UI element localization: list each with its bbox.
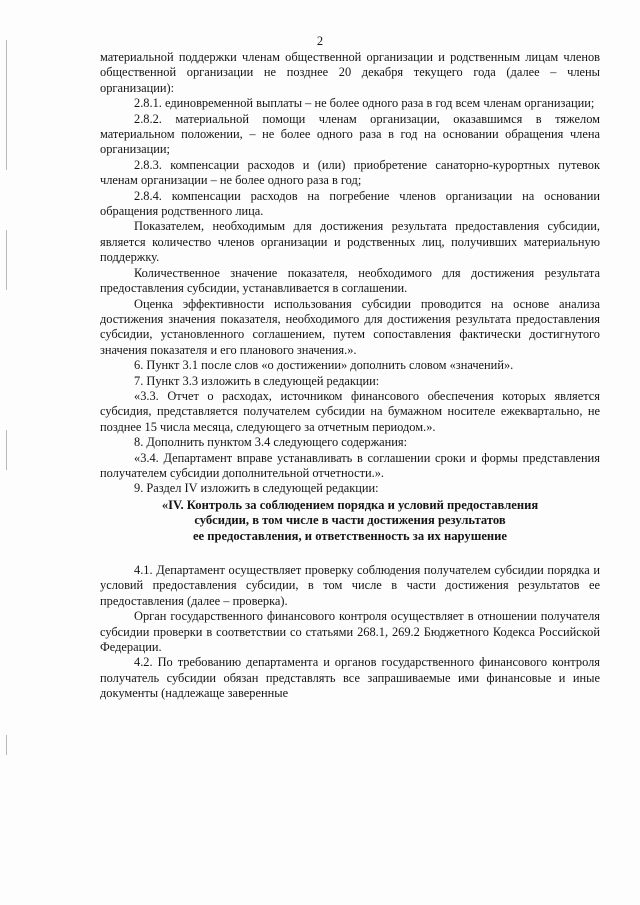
- paragraph: 8. Дополнить пунктом 3.4 следующего содержания:: [134, 435, 408, 450]
- paragraph: материальной поддержки членам общественной организации и родственным лицам членов общественной организации не позднее 20 декабря текущего года (далее – члены организации):: [100, 50, 600, 95]
- page-number: 2: [316, 34, 324, 48]
- scan-margin-marks: [6, 0, 10, 905]
- paragraph: 2.8.4. компенсации расходов на погребение членов организации на основании обращения родственного лица.: [100, 188, 600, 219]
- paragraph: Показателем, необходимым для достижения результата предоставления субсидии, является количество членов организации и родственных лиц, получивших материальную поддержку.: [100, 219, 600, 265]
- section-heading-line: ее предоставления, и ответственность за их нарушение: [192, 528, 508, 543]
- paragraph: 6. Пункт 3.1 после слов «о достижении» дополнить словом «значений».: [134, 358, 514, 373]
- spacer: [100, 544, 600, 563]
- section-heading-line: «IV. Контроль за соблюдением порядка и условий предоставления: [161, 497, 539, 512]
- paragraph: 4.1. Департамент осуществляет проверку соблюдения получателем субсидии порядка и условий предоставления субсидии, в том числе в части достижения результатов ее предоставления (далее – проверка).: [100, 563, 600, 608]
- section-heading-line: субсидии, в том числе в части достижения результатов: [194, 513, 506, 528]
- paragraph: Орган государственного финансового контроля осуществляет в отношении получателя субсидии проверки в соответствии со статьями 268.1, 269.2 Бюджетного Кодекса Российской Федерации.: [100, 609, 600, 655]
- document-body: [100, 50, 600, 702]
- paragraph: «3.3. Отчет о расходах, источником финансового обеспечения которых является субсидия, представляется получателем субсидии на бумажном носителе ежеквартально, не позднее 15 числа месяца, следующего за отчетным периодом.».: [100, 388, 600, 434]
- paragraph: «3.4. Департамент вправе устанавливать в соглашении сроки и формы представления получателем субсидии дополнительной отчетности.».: [100, 450, 600, 480]
- paragraph: Количественное значение показателя, необходимого для достижения результата предоставления субсидии, устанавливается в соглашении.: [100, 265, 600, 296]
- paragraph: 4.2. По требованию департамента и органов государственного финансового контроля получатель субсидии обязан представлять все запрашиваемые ими финансовые и иные документы (надлежаще заверенные: [100, 655, 600, 701]
- paragraph: 9. Раздел IV изложить в следующей редакции:: [134, 481, 379, 496]
- paragraph: 7. Пункт 3.3 изложить в следующей редакции:: [134, 373, 380, 388]
- paragraph: 2.8.3. компенсации расходов и (или) приобретение санаторно-курортных путевок членам организации – не более одного раза в год;: [100, 157, 600, 188]
- paragraph: 2.8.1. единовременной выплаты – не более одного раза в год всем членам организации;: [134, 96, 595, 111]
- paragraph: 2.8.2. материальной помощи членам организации, оказавшимся в тяжелом материальном положении, – не более одного раза в год на основании обращения члена организации;: [100, 111, 600, 157]
- paragraph: Оценка эффективности использования субсидии проводится на основе анализа достижения значения показателя, необходимого для достижения результата предоставления субсидии, установленного соглашением, путем сопоставления фактически достигнутого значения показателя и его планового значения.».: [100, 296, 600, 357]
- section-heading: [100, 498, 600, 544]
